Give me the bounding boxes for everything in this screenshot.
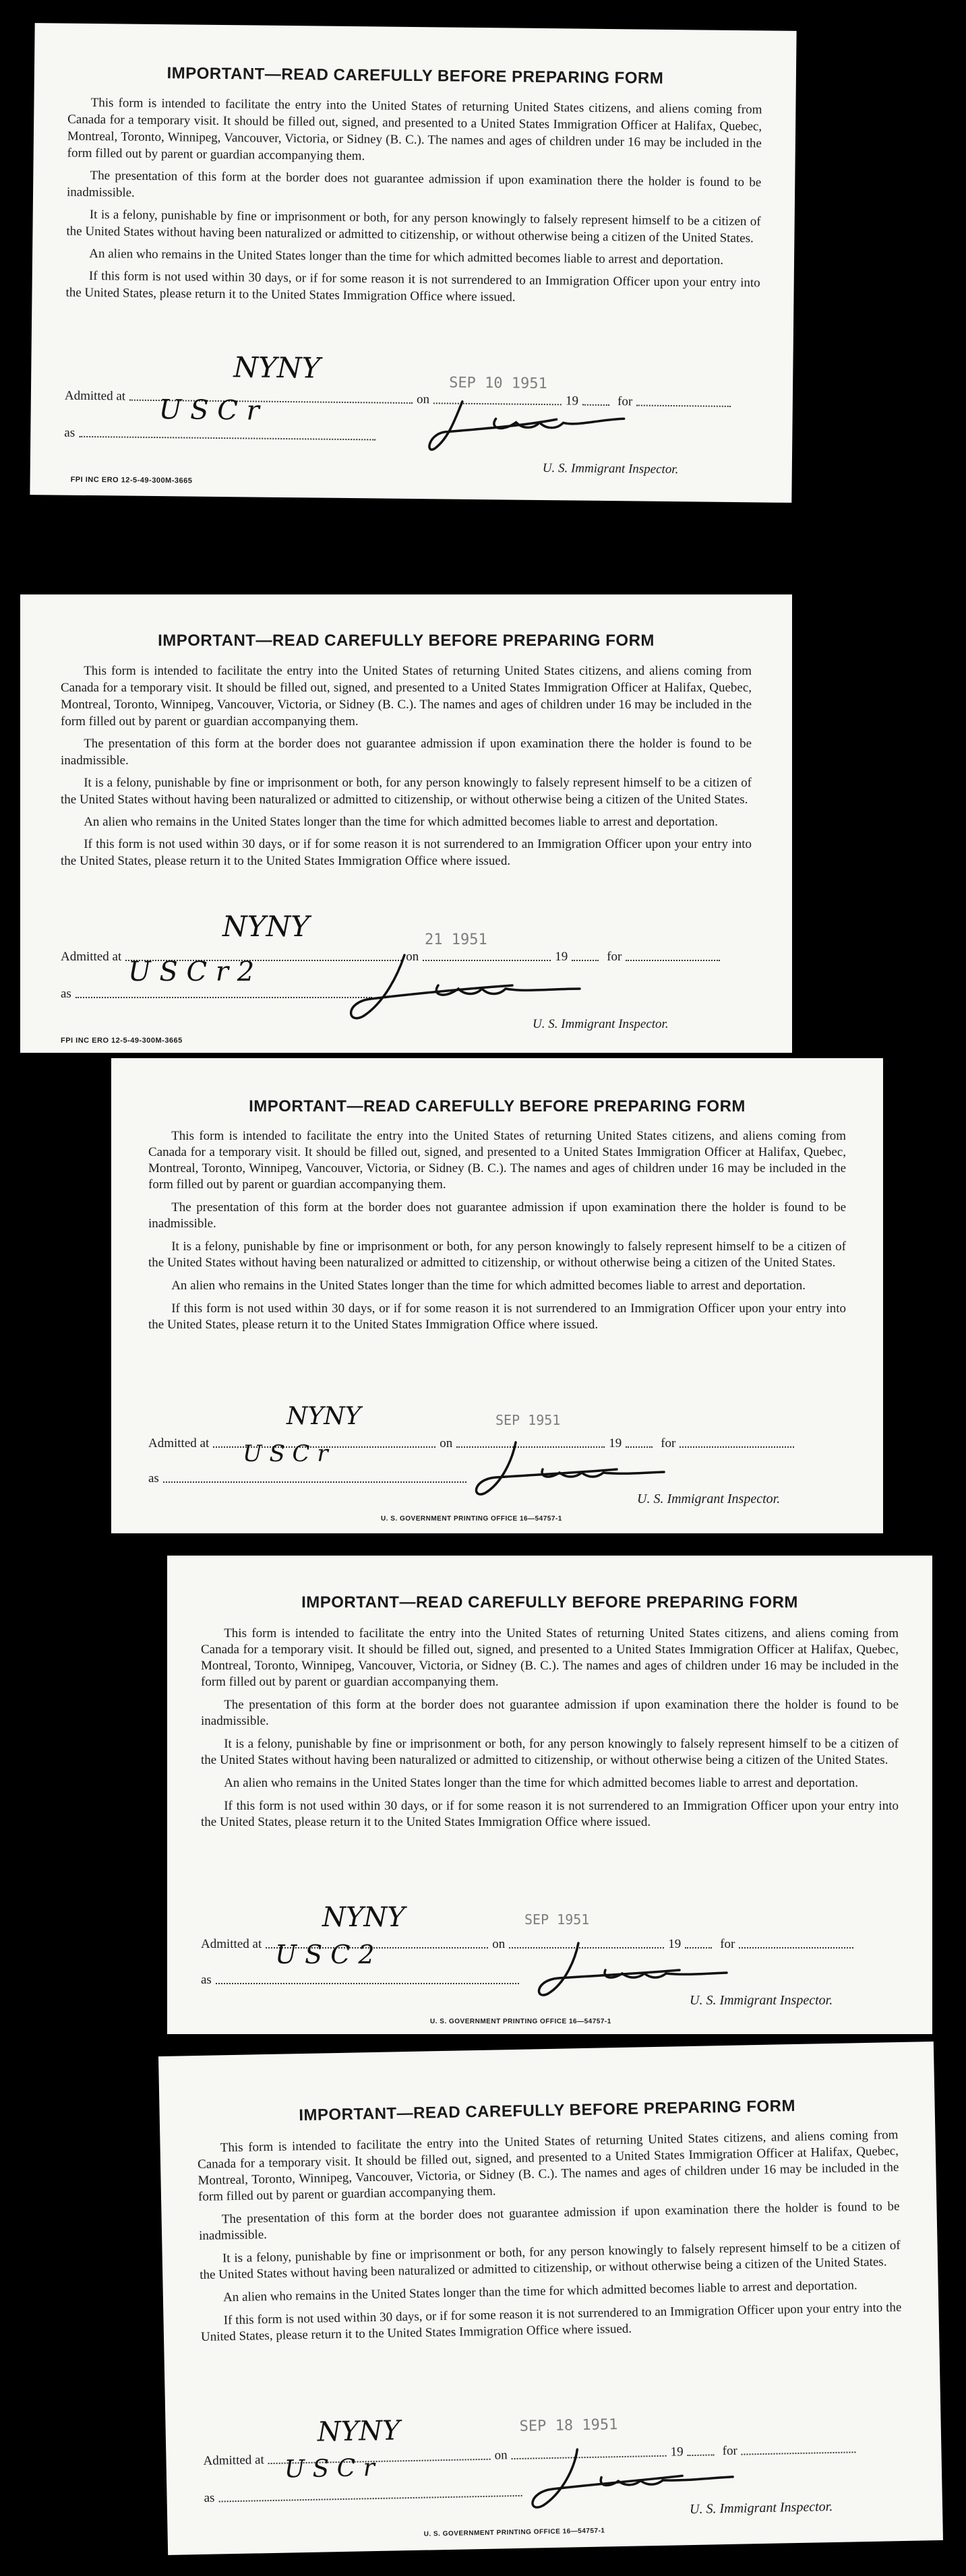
inspector-title: U. S. Immigrant Inspector. xyxy=(690,1993,833,2008)
date-stamp: SEP 1951 xyxy=(495,1412,561,1428)
as-handwriting: U S C 2 xyxy=(275,1940,375,1969)
printer-imprint: U. S. GOVERNMENT PRINTING OFFICE 16—54757-1 xyxy=(430,2018,611,2025)
paragraph-return: If this form is not used within 30 days, or if for some reason it is not surrendered to an Immigration Officer upon your entry into the United States, please return it to the United States Immigration Office where issued. xyxy=(61,837,752,868)
as-label: as xyxy=(64,425,76,440)
year-label: 19 xyxy=(565,394,579,408)
date-stamp: SEP 1951 xyxy=(524,1911,590,1928)
form-card-1 xyxy=(30,23,796,503)
date-stamp: SEP 18 1951 xyxy=(519,2416,618,2435)
as-handwriting: U S C r 2 xyxy=(128,956,255,987)
year-label: 19 xyxy=(670,2445,684,2459)
printer-imprint: U. S. GOVERNMENT PRINTING OFFICE 16—54757-1 xyxy=(381,1515,562,1523)
as-label: as xyxy=(204,2490,215,2505)
form-card-2 xyxy=(20,594,792,1053)
date-stamp: 21 1951 xyxy=(425,931,487,948)
paragraph-felony: It is a felony, punishable by fine or imprisonment or both, for any person knowingly to falsely represent himself to be a citizen of the United States without having been naturalized or admitted to citizenship, or without otherwise being a citizen of the United States. xyxy=(61,776,752,807)
year-label: 19 xyxy=(555,950,568,964)
for-label: for xyxy=(617,394,633,409)
on-label: on xyxy=(406,950,419,964)
as-handwriting: U S C r xyxy=(284,2454,375,2484)
paragraph-deportation: An alien who remains in the United States longer than the time for which admitted becomes liable to arrest and deportation. xyxy=(224,1776,858,1790)
paragraph-admission: The presentation of this form at the border does not guarantee admission if upon examination there the holder is found to be inadmissible. xyxy=(66,168,762,200)
as-line xyxy=(76,996,372,998)
on-label: on xyxy=(494,2448,508,2463)
as-label: as xyxy=(148,1471,159,1485)
paragraph-deportation: An alien who remains in the United States longer than the time for which admitted becomes liable to arrest and deportation. xyxy=(89,246,724,268)
as-label: as xyxy=(61,987,71,1001)
paragraph-felony: It is a felony, punishable by fine or imprisonment or both, for any person knowingly to falsely represent himself to be a citizen of the United States without having been naturalized or admitted to citizenship, or without otherwise being a citizen of the United States. xyxy=(66,207,761,246)
admitted-at-label: Admitted at xyxy=(148,1436,210,1450)
paragraph-admission: The presentation of this form at the border does not guarantee admission if upon examination there the holder is found to be inadmissible. xyxy=(61,737,752,768)
paragraph-felony: It is a felony, punishable by fine or imprisonment or both, for any person knowingly to falsely represent himself to be a citizen of the United States without having been naturalized or admitted to citizenship, or without otherwise being a citizen of the United States. xyxy=(201,1737,899,1767)
inspector-signature xyxy=(421,391,705,468)
as-line xyxy=(79,435,375,441)
admitted-at-handwriting: NYNY xyxy=(322,1902,405,1933)
admitted-at-handwriting: NYNY xyxy=(286,1403,361,1430)
admitted-at-label: Admitted at xyxy=(64,388,126,404)
paragraph-return: If this form is not used within 30 days, or if for some reason it is not surrendered to an Immigration Officer upon your entry into the United States, please return it to the United States Immigration Office where issued. xyxy=(200,2300,902,2344)
as-label: as xyxy=(201,1973,212,1987)
form-card-5 xyxy=(158,2042,943,2555)
printer-imprint: FPI INC ERO 12-5-49-300M-3665 xyxy=(61,1037,183,1045)
admitted-at-handwriting: NYNY xyxy=(317,2415,400,2448)
paragraph-admission: The presentation of this form at the border does not guarantee admission if upon examination there the holder is found to be inadmissible. xyxy=(198,2199,900,2243)
admitted-at-label: Admitted at xyxy=(61,950,122,964)
paragraph-return: If this form is not used within 30 days, or if for some reason it is not surrendered to an Immigration Officer upon your entry into the United States, please return it to the United States Immigration Office where issued. xyxy=(65,268,760,305)
paragraph-purpose: This form is intended to facilitate the entry into the United States of returning United States citizens, and aliens coming from Canada for a temporary visit. It should be filled out, signed, and presented to a United States Immigration Officer at Halifax, Quebec, Montreal, Toronto, Winnipeg, Vancouver, Victoria, or Sidney (B. C.). The names and ages of children under 16 may be included in the form filled out by parent or guardian accompanying them. xyxy=(67,95,762,164)
admitted-at-label: Admitted at xyxy=(203,2453,264,2468)
paragraph-purpose: This form is intended to facilitate the entry into the United States of returning United States citizens, and aliens coming from Canada for a temporary visit. It should be filled out, signed, and presented to a United States Immigration Officer at Halifax, Quebec, Montreal, Toronto, Winnipeg, Vancouver, Victoria, or Sidney (B. C.). The names and ages of children under 16 may be included in the form filled out by parent or guardian accompanying them. xyxy=(197,2128,899,2205)
paragraph-purpose: This form is intended to facilitate the entry into the United States of returning United States citizens, and aliens coming from Canada for a temporary visit. It should be filled out, signed, and presented to a United States Immigration Officer at Halifax, Quebec, Montreal, Toronto, Winnipeg, Vancouver, Victoria, or Sidney (B. C.). The names and ages of children under 16 may be included in the form filled out by parent or guardian accompanying them. xyxy=(148,1129,846,1192)
paragraph-felony: It is a felony, punishable by fine or imprisonment or both, for any person knowingly to falsely represent himself to be a citizen of the United States without having been naturalized or admitted to citizenship, or without otherwise being a citizen of the United States. xyxy=(200,2238,901,2282)
as-line xyxy=(218,2494,522,2503)
for-label: for xyxy=(722,2443,737,2459)
inspector-title: U. S. Immigrant Inspector. xyxy=(542,461,679,477)
form-title: IMPORTANT—READ CAREFULLY BEFORE PREPARING FORM xyxy=(301,1593,798,1612)
as-handwriting: U S C r xyxy=(243,1440,328,1467)
inspector-title: U. S. Immigrant Inspector. xyxy=(637,1492,781,1506)
paragraph-purpose: This form is intended to facilitate the entry into the United States of returning United States citizens, and aliens coming from Canada for a temporary visit. It should be filled out, signed, and presented to a United States Immigration Officer at Halifax, Quebec, Montreal, Toronto, Winnipeg, Vancouver, Victoria, or Sidney (B. C.). The names and ages of children under 16 may be included in the form filled out by parent or guardian accompanying them. xyxy=(61,664,752,729)
paragraph-return: If this form is not used within 30 days, or if for some reason it is not surrendered to an Immigration Officer upon your entry into the United States, please return it to the United States Immigration Office where issued. xyxy=(148,1301,846,1332)
form-card-4 xyxy=(167,1556,932,2034)
printer-imprint: FPI INC ERO 12-5-49-300M-3665 xyxy=(70,475,193,485)
year-label: 19 xyxy=(668,1937,682,1951)
for-label: for xyxy=(607,950,622,964)
for-label: for xyxy=(720,1937,735,1951)
paragraph-deportation: An alien who remains in the United States longer than the time for which admitted becomes liable to arrest and deportation. xyxy=(222,2278,857,2305)
paragraph-admission: The presentation of this form at the border does not guarantee admission if upon examination there the holder is found to be inadmissible. xyxy=(201,1698,899,1728)
form-card-3 xyxy=(111,1058,883,1533)
form-title: IMPORTANT—READ CAREFULLY BEFORE PREPARING FORM xyxy=(299,2096,796,2125)
on-label: on xyxy=(492,1937,506,1951)
inspector-title: U. S. Immigrant Inspector. xyxy=(533,1017,669,1031)
as-handwriting: U S C r xyxy=(158,394,260,427)
paragraph-felony: It is a felony, punishable by fine or imprisonment or both, for any person knowingly to falsely represent himself to be a citizen of the United States without having been naturalized or admitted to citizenship, or without otherwise being a citizen of the United States. xyxy=(148,1239,846,1270)
date-stamp: SEP 10 1951 xyxy=(449,374,547,393)
paragraph-deportation: An alien who remains in the United States longer than the time for which admitted becomes liable to arrest and deportation. xyxy=(84,815,718,829)
paragraph-deportation: An alien who remains in the United States longer than the time for which admitted becomes liable to arrest and deportation. xyxy=(171,1279,806,1293)
as-line xyxy=(163,1481,466,1483)
printer-imprint: U. S. GOVERNMENT PRINTING OFFICE 16—54757-1 xyxy=(423,2527,605,2538)
inspector-title: U. S. Immigrant Inspector. xyxy=(689,2499,833,2517)
form-title: IMPORTANT—READ CAREFULLY BEFORE PREPARING FORM xyxy=(167,64,664,88)
year-label: 19 xyxy=(609,1436,622,1450)
on-label: on xyxy=(440,1436,453,1450)
form-title: IMPORTANT—READ CAREFULLY BEFORE PREPARING FORM xyxy=(158,632,655,650)
paragraph-admission: The presentation of this form at the border does not guarantee admission if upon examination there the holder is found to be inadmissible. xyxy=(148,1200,846,1231)
admitted-at-handwriting: NYNY xyxy=(233,350,321,385)
form-title: IMPORTANT—READ CAREFULLY BEFORE PREPARING FORM xyxy=(249,1097,746,1115)
on-label: on xyxy=(417,392,430,407)
for-label: for xyxy=(661,1436,676,1450)
paragraph-return: If this form is not used within 30 days, or if for some reason it is not surrendered to an Immigration Officer upon your entry into the United States, please return it to the United States Immigration Office where issued. xyxy=(201,1799,899,1829)
admitted-at-handwriting: NYNY xyxy=(222,910,309,943)
admitted-at-label: Admitted at xyxy=(201,1937,262,1951)
paragraph-purpose: This form is intended to facilitate the entry into the United States of returning United States citizens, and aliens coming from Canada for a temporary visit. It should be filled out, signed, and presented to a United States Immigration Officer at Halifax, Quebec, Montreal, Toronto, Winnipeg, Vancouver, Victoria, or Sidney (B. C.). The names and ages of children under 16 may be included in the form filled out by parent or guardian accompanying them. xyxy=(201,1626,899,1689)
as-line xyxy=(216,1982,519,1984)
